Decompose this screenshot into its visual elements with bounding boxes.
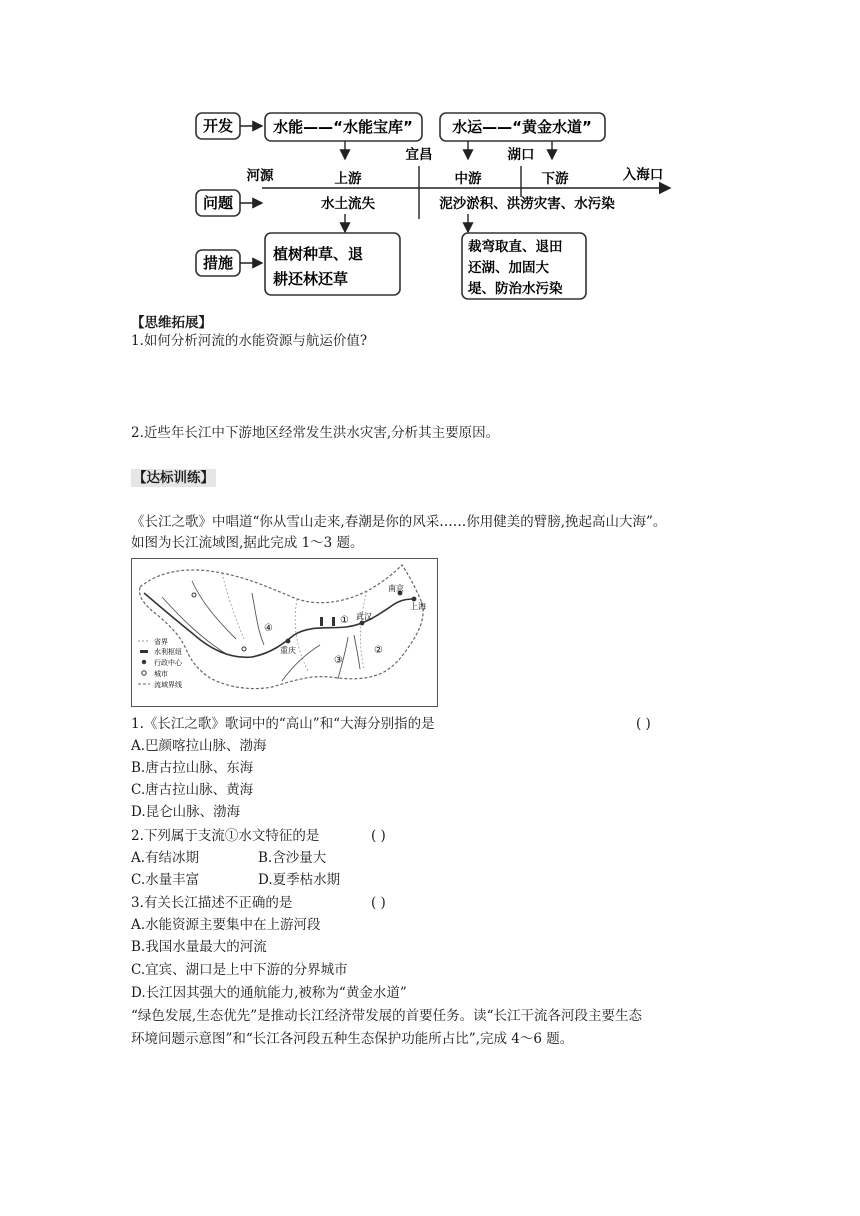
question-2-stem: 2.下列属于支流①水文特征的是	[131, 828, 320, 844]
lower-problem: 泥沙淤积、洪涝灾害、水污染	[439, 196, 615, 212]
question-3-option-b: B.我国水量最大的河流	[131, 939, 267, 955]
yangtze-map-svg	[132, 559, 437, 706]
problem-label: 问题	[202, 194, 234, 212]
question-3-option-a: A.水能资源主要集中在上游河段	[131, 917, 321, 933]
question-3-bracket: ( )	[371, 895, 386, 911]
thinking-title: 【思维拓展】	[131, 315, 212, 331]
question-3-option-c: C.宜宾、湖口是上中下游的分界城市	[131, 962, 348, 978]
marker-2: ②	[374, 645, 383, 656]
marker-1: ①	[340, 615, 349, 626]
legend-admin-center: 行政中心	[154, 659, 182, 667]
hukou-label: 湖口	[507, 147, 535, 163]
closing-line-2: 环境问题示意图”和“长江各河段五种生态保护功能所占比”,完成 4～6 题。	[131, 1031, 574, 1047]
training-intro-line2: 如图为长江流域图,据此完成 1～3 题。	[131, 535, 364, 551]
lower-label: 下游	[541, 171, 569, 187]
closing-line-1: “绿色发展,生态优先”是推动长江经济带发展的首要任务。读“长江干流各河段主要生态	[131, 1008, 642, 1024]
city-chongqing: 重庆	[280, 646, 296, 655]
city-shanghai: 上海	[410, 602, 426, 611]
question-1-stem: 1.《长江之歌》歌词中的“高山”和“大海分别指的是	[131, 716, 435, 732]
upper-problem: 水土流失	[321, 196, 375, 212]
yangtze-basin-map	[131, 558, 438, 707]
city-wuhan: 武汉	[356, 612, 372, 621]
question-2-bracket: ( )	[371, 828, 386, 844]
legend-dam: 水利枢纽	[154, 648, 182, 656]
marker-3: ③	[334, 655, 343, 666]
city-nanjing: 南京	[388, 584, 404, 593]
marker-4: ④	[264, 623, 273, 634]
dam-marker	[320, 617, 323, 626]
question-1-option-d: D.昆仑山脉、渤海	[131, 804, 241, 820]
training-title	[131, 466, 216, 486]
thinking-question-2: 2.近些年长江中下游地区经常发生洪水灾害,分析其主要原因。	[131, 425, 500, 441]
map-legend	[138, 637, 183, 689]
training-title-text: 【达标训练】	[133, 470, 214, 486]
question-2-option-d: D.夏季枯水期	[258, 872, 341, 888]
yichang-label: 宜昌	[405, 147, 433, 163]
develop-label: 开发	[202, 117, 234, 135]
river-source-label: 河源	[246, 168, 274, 184]
upper-measure-line2: 耕还林还草	[273, 270, 349, 288]
sea-entry-label: 入海口	[622, 167, 664, 183]
question-3-stem: 3.有关长江描述不正确的是	[131, 895, 293, 911]
middle-label: 中游	[454, 171, 482, 187]
dam-marker	[332, 617, 335, 626]
lower-measure-line2: 还湖、加固大	[468, 260, 549, 276]
upper-label: 上游	[334, 171, 362, 187]
question-1-option-c: C.唐古拉山脉、黄海	[131, 782, 254, 798]
upper-measure-line1: 植树种草、退	[273, 245, 364, 263]
yangtze-concept-diagram	[190, 104, 690, 304]
legend-basin-boundary: 流域界线	[154, 681, 182, 689]
question-1-bracket: ( )	[636, 716, 651, 732]
training-intro-line1: 《长江之歌》中唱道“你从雪山走来,春潮是你的风采……你用健美的臂膀,挽起高山大海”。	[131, 514, 667, 530]
question-1-option-b: B.唐古拉山脉、东海	[131, 760, 254, 776]
basin-outline	[139, 565, 423, 689]
lower-measure-line1: 裁弯取直、退田	[468, 239, 563, 255]
shipping-label: 水运——“黄金水道”	[452, 118, 592, 136]
question-3-option-d: D.长江因其强大的通航能力,被称为“黄金水道”	[131, 985, 407, 1001]
legend-city: 城市	[154, 670, 168, 678]
thinking-question-1: 1.如何分析河流的水能资源与航运价值?	[131, 333, 368, 349]
question-2-option-c: C.水量丰富	[131, 872, 200, 888]
question-2-option-a: A.有结冰期	[131, 850, 200, 866]
legend-province: 省界	[154, 638, 168, 646]
question-1-option-a: A.巴颜喀拉山脉、渤海	[131, 738, 267, 754]
measure-label: 措施	[202, 254, 234, 272]
hydro-label: 水能——“水能宝库”	[273, 118, 413, 136]
lower-measure-line3: 堤、防治水污染	[468, 281, 563, 297]
question-2-option-b: B.含沙量大	[258, 850, 327, 866]
